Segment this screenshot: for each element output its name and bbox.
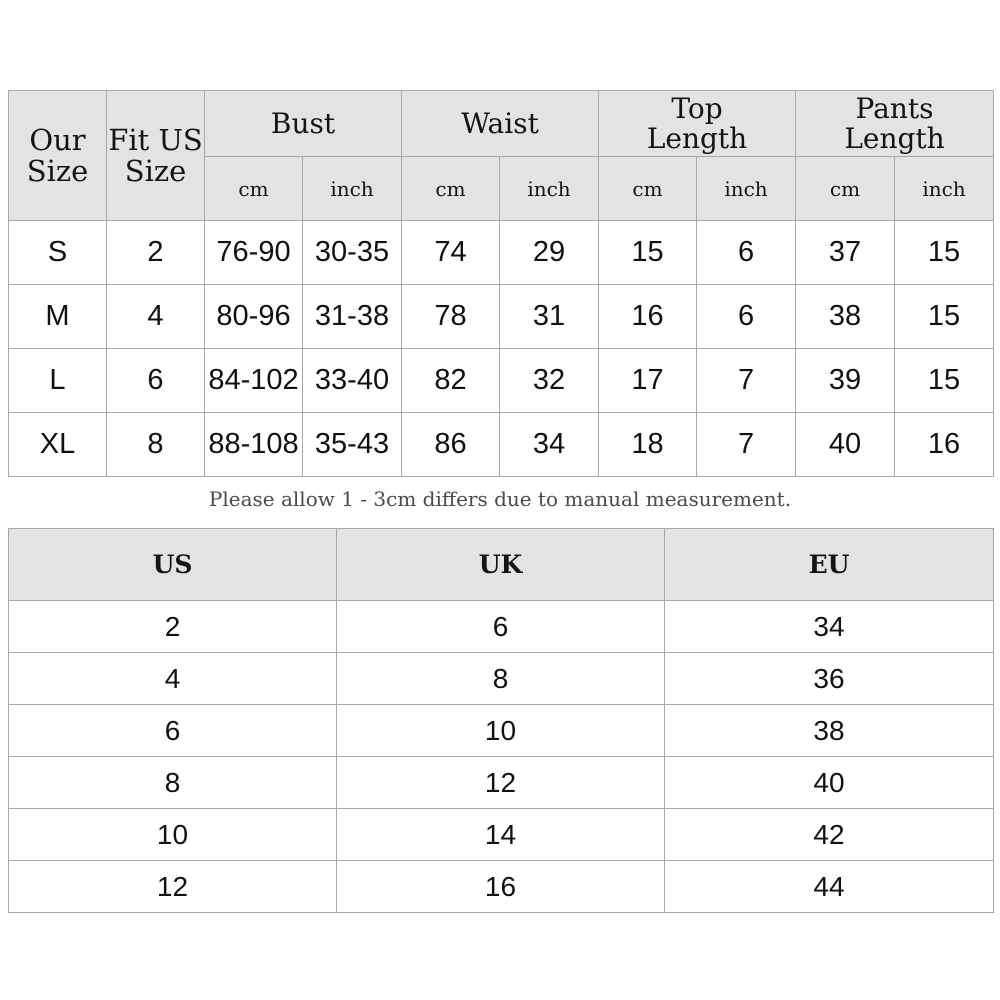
waist-header: Waist bbox=[402, 91, 599, 157]
unit-header: cm bbox=[402, 157, 500, 221]
us-header: US bbox=[9, 529, 337, 601]
table-cell: 14 bbox=[337, 809, 665, 861]
table-cell: 16 bbox=[337, 861, 665, 913]
table-cell: 15 bbox=[599, 221, 697, 285]
table-cell: 84-102 bbox=[205, 349, 303, 413]
table-cell: 44 bbox=[665, 861, 994, 913]
unit-header: inch bbox=[895, 157, 994, 221]
table-cell: 88-108 bbox=[205, 413, 303, 477]
size-row bbox=[9, 413, 994, 477]
table-cell: 12 bbox=[337, 757, 665, 809]
table-cell: 12 bbox=[9, 861, 337, 913]
conversion-row bbox=[9, 601, 994, 653]
table-cell: 16 bbox=[895, 413, 994, 477]
table-cell: 32 bbox=[500, 349, 599, 413]
conversion-row bbox=[9, 653, 994, 705]
table-cell: 38 bbox=[796, 285, 895, 349]
conversion-row bbox=[9, 757, 994, 809]
table-cell: 40 bbox=[665, 757, 994, 809]
table-cell: 2 bbox=[9, 601, 337, 653]
table-cell: 33-40 bbox=[303, 349, 402, 413]
conversion-row bbox=[9, 809, 994, 861]
size-row bbox=[9, 349, 994, 413]
conversion-row bbox=[9, 705, 994, 757]
table-cell: 6 bbox=[697, 285, 796, 349]
table-cell: 18 bbox=[599, 413, 697, 477]
unit-header: cm bbox=[599, 157, 697, 221]
table-cell: 34 bbox=[665, 601, 994, 653]
table-cell: 42 bbox=[665, 809, 994, 861]
table-cell: 7 bbox=[697, 349, 796, 413]
table-cell: 2 bbox=[107, 221, 205, 285]
conversion-table-body bbox=[9, 601, 994, 913]
table-cell: 17 bbox=[599, 349, 697, 413]
size-conversion-table bbox=[8, 528, 994, 913]
unit-header: inch bbox=[303, 157, 402, 221]
table-cell: 6 bbox=[107, 349, 205, 413]
size-header-row bbox=[9, 91, 994, 157]
eu-header: EU bbox=[665, 529, 994, 601]
table-cell: 6 bbox=[9, 705, 337, 757]
conversion-row bbox=[9, 861, 994, 913]
fit-us-size-header: Fit US Size bbox=[107, 91, 205, 221]
table-cell: 40 bbox=[796, 413, 895, 477]
table-cell: 8 bbox=[107, 413, 205, 477]
table-cell: 10 bbox=[337, 705, 665, 757]
table-cell: 35-43 bbox=[303, 413, 402, 477]
unit-header: inch bbox=[697, 157, 796, 221]
table-cell: 31-38 bbox=[303, 285, 402, 349]
table-cell: 15 bbox=[895, 221, 994, 285]
unit-header: inch bbox=[500, 157, 599, 221]
table-cell: 86 bbox=[402, 413, 500, 477]
table-cell: 74 bbox=[402, 221, 500, 285]
pants-length-header: Pants Length bbox=[796, 91, 994, 157]
conversion-header-row bbox=[9, 529, 994, 601]
table-cell: 4 bbox=[9, 653, 337, 705]
table-cell: 8 bbox=[337, 653, 665, 705]
size-row bbox=[9, 221, 994, 285]
table-cell: 34 bbox=[500, 413, 599, 477]
table-cell: 15 bbox=[895, 285, 994, 349]
size-table-body bbox=[9, 221, 994, 477]
table-cell: 10 bbox=[9, 809, 337, 861]
top-length-header: Top Length bbox=[599, 91, 796, 157]
table-cell: 8 bbox=[9, 757, 337, 809]
table-cell: 76-90 bbox=[205, 221, 303, 285]
table-cell: L bbox=[9, 349, 107, 413]
table-cell: M bbox=[9, 285, 107, 349]
table-cell: 39 bbox=[796, 349, 895, 413]
table-cell: 15 bbox=[895, 349, 994, 413]
bust-header: Bust bbox=[205, 91, 402, 157]
table-cell: 4 bbox=[107, 285, 205, 349]
size-chart-table bbox=[8, 90, 994, 477]
uk-header: UK bbox=[337, 529, 665, 601]
table-cell: 80-96 bbox=[205, 285, 303, 349]
table-cell: 30-35 bbox=[303, 221, 402, 285]
table-cell: 6 bbox=[697, 221, 796, 285]
measurement-note: Please allow 1 - 3cm differs due to manual measurement. bbox=[208, 487, 792, 511]
unit-header: cm bbox=[205, 157, 303, 221]
size-row bbox=[9, 285, 994, 349]
table-cell: 6 bbox=[337, 601, 665, 653]
table-cell: 16 bbox=[599, 285, 697, 349]
unit-header: cm bbox=[796, 157, 895, 221]
table-cell: 31 bbox=[500, 285, 599, 349]
our-size-header: Our Size bbox=[9, 91, 107, 221]
table-cell: 82 bbox=[402, 349, 500, 413]
table-cell: 29 bbox=[500, 221, 599, 285]
table-cell: S bbox=[9, 221, 107, 285]
table-cell: XL bbox=[9, 413, 107, 477]
table-cell: 78 bbox=[402, 285, 500, 349]
table-cell: 7 bbox=[697, 413, 796, 477]
table-cell: 38 bbox=[665, 705, 994, 757]
table-cell: 37 bbox=[796, 221, 895, 285]
table-cell: 36 bbox=[665, 653, 994, 705]
